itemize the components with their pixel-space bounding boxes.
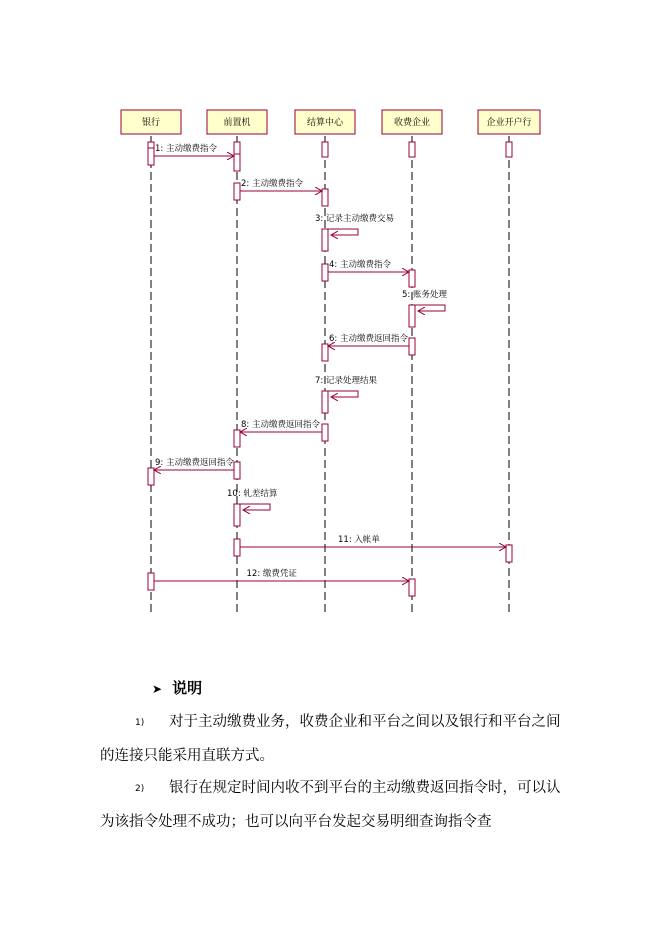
message bbox=[154, 143, 234, 156]
message-label: 11: 入帐单 bbox=[338, 535, 380, 545]
notes-heading bbox=[152, 677, 202, 698]
activation-bar bbox=[234, 539, 240, 556]
activation-bar bbox=[322, 229, 328, 251]
message-label: 12: 缴费凭证 bbox=[246, 569, 297, 579]
activation-bar bbox=[409, 305, 415, 327]
message bbox=[240, 178, 322, 191]
actor-label: 结算中心 bbox=[306, 118, 344, 128]
activation-bar bbox=[148, 573, 154, 590]
message bbox=[154, 568, 409, 581]
notes-heading-text: 说明 bbox=[172, 679, 203, 697]
message-label: 8: 主动缴费返回指令 bbox=[241, 420, 320, 430]
self-message-arrow bbox=[328, 391, 358, 397]
activation-bar bbox=[322, 264, 328, 281]
activation-bar bbox=[322, 142, 328, 157]
activation-bar bbox=[409, 142, 415, 157]
message-label: 5: 账务处理 bbox=[402, 290, 447, 300]
note-number: 2) bbox=[135, 784, 145, 794]
message-label: 6: 主动缴费返回指令 bbox=[329, 334, 408, 344]
self-message-arrow bbox=[415, 305, 445, 311]
actor-label: 银行 bbox=[141, 118, 161, 128]
message bbox=[240, 534, 506, 547]
activation-bar bbox=[148, 148, 154, 165]
activation-bar bbox=[506, 545, 512, 562]
message bbox=[240, 419, 322, 432]
note-item bbox=[100, 772, 570, 839]
actor-box bbox=[478, 110, 540, 134]
actor-label: 收费企业 bbox=[393, 118, 431, 128]
note-number: 1) bbox=[135, 718, 145, 728]
note-text: 对于主动缴费业务，收费企业和平台之间以及银行和平台之间的连接只能采用直联方式。 bbox=[100, 714, 561, 764]
self-message-arrow bbox=[240, 504, 270, 510]
self-message-arrow bbox=[328, 229, 358, 235]
actor-label: 前置机 bbox=[223, 118, 251, 128]
message bbox=[328, 333, 409, 346]
message-label: 3: 记录主动缴费交易 bbox=[315, 214, 394, 224]
activation-bar bbox=[234, 462, 240, 479]
message-label: 2: 主动缴费指令 bbox=[241, 179, 303, 189]
activation-bar bbox=[234, 183, 240, 200]
message bbox=[328, 259, 409, 272]
activation-bar bbox=[322, 344, 328, 361]
arrow-bullet-icon: ➤ bbox=[152, 682, 163, 696]
activation-bar bbox=[322, 391, 328, 413]
activation-bar bbox=[409, 270, 415, 287]
activation-bar bbox=[409, 338, 415, 355]
message-label: 9: 主动缴费返回指令 bbox=[155, 458, 234, 468]
note-item bbox=[100, 706, 570, 773]
activation-bar bbox=[148, 468, 154, 485]
actor-box bbox=[295, 110, 355, 134]
actor-box bbox=[207, 110, 267, 134]
activation-bar bbox=[322, 424, 328, 441]
activation-bar bbox=[506, 142, 512, 157]
message-label: 7: 记录处理结果 bbox=[315, 376, 377, 386]
message-label: 4: 主动缴费指令 bbox=[329, 260, 391, 270]
activation-bar bbox=[234, 430, 240, 447]
message bbox=[154, 457, 234, 470]
note-text: 银行在规定时间内收不到平台的主动缴费返回指令时，可以认为该指令处理不成功；也可以向平台发起交易明细查询指令查 bbox=[100, 780, 561, 830]
actor-box bbox=[121, 110, 181, 134]
actor-label: 企业开户行 bbox=[486, 118, 532, 128]
activation-bar bbox=[234, 504, 240, 526]
message-label: 10: 轧差结算 bbox=[227, 489, 278, 499]
activation-bar bbox=[322, 189, 328, 206]
message-label: 1: 主动缴费指令 bbox=[155, 144, 217, 154]
actor-box bbox=[382, 110, 442, 134]
activation-bar bbox=[409, 579, 415, 596]
activation-bar bbox=[234, 154, 240, 171]
